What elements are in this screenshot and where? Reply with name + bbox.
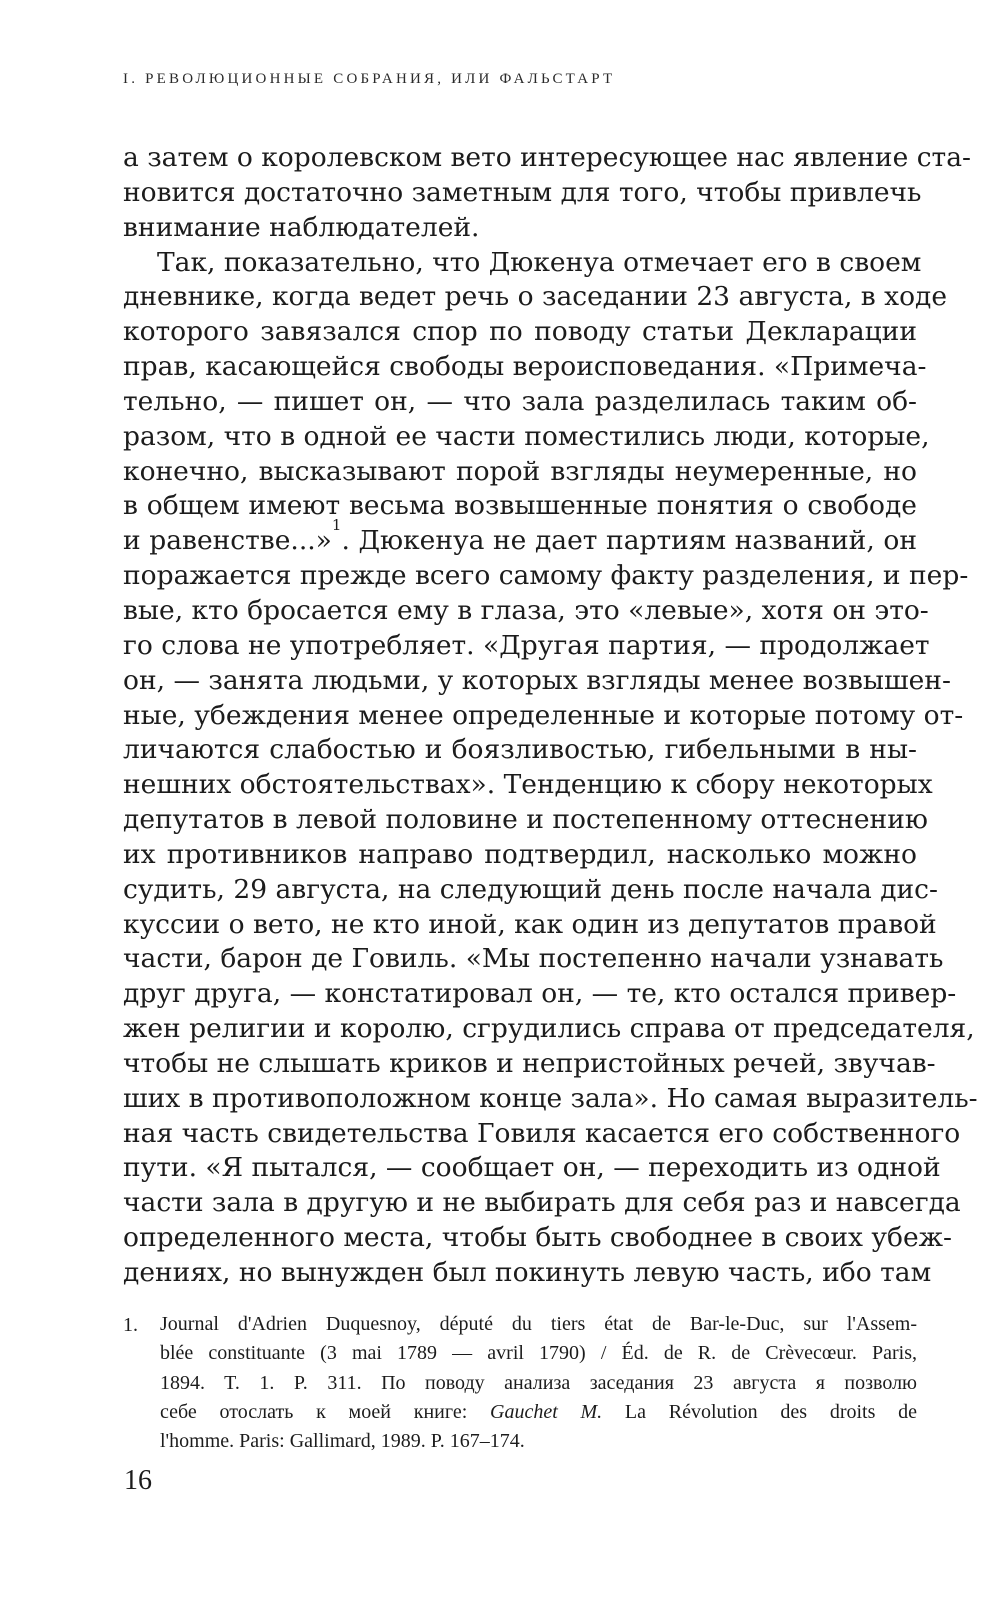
- footnote-marker: 1: [331, 516, 342, 535]
- body-line-part: и равенстве...»: [123, 525, 332, 557]
- body-line-with-footnote: [123, 516, 917, 559]
- running-head: I. РЕВОЛЮЦИОННЫЕ СОБРАНИЯ, ИЛИ ФАЛЬСТАРТ: [123, 71, 616, 87]
- body-line: судить, 29 августа, на следующий день после начала дис-: [123, 873, 938, 905]
- footnote-line-part: себе отослать к моей книге:: [160, 1400, 491, 1423]
- body-line: ная часть свидетельства Говиля касается его собственного: [123, 1117, 961, 1149]
- body-line-part: . Дюкенуа не дает партиям названий, он: [341, 525, 917, 557]
- footnote-author: Gauchet M.: [490, 1400, 603, 1423]
- page-number: 16: [124, 1465, 152, 1496]
- body-line: дневнике, когда ведет речь о заседании 23 августа, в ходе: [123, 281, 948, 313]
- body-line: поражается прежде всего самому факту разделения, и пер-: [123, 560, 969, 592]
- footnote-line: 1894. T. 1. P. 311. По поводу анализа заседания 23 августа я позволю: [160, 1371, 917, 1394]
- body-line: которого завязался спор по поводу статьи Декларации: [123, 316, 917, 348]
- body-line: го слова не употребляет. «Другая партия, — продолжает: [123, 629, 930, 661]
- body-line: ших в противоположном конце зала». Но самая выразитель-: [123, 1082, 978, 1114]
- footnote-line: Journal d'Adrien Duquesnoy, député du tiers état de Bar-le-Duc, sur l'Assem-: [160, 1313, 917, 1335]
- body-line: личаются слабостью и боязливостью, гибельными в ны-: [123, 734, 917, 766]
- body-line: жен религии и королю, сгрудились справа от председателя,: [123, 1013, 975, 1045]
- body-line: он, — занята людьми, у которых взгляды менее возвышен-: [123, 664, 951, 696]
- body-line: внимание наблюдателей.: [123, 211, 480, 243]
- footnote-line-part: La Révolution des droits de: [602, 1400, 917, 1423]
- body-line: депутатов в левой половине и постепенному оттеснению: [123, 804, 928, 836]
- body-line: конечно, высказывают порой взгляды неумеренные, но: [123, 455, 917, 487]
- body-line: вые, кто бросается ему в глаза, это «левые», хотя он это-: [123, 594, 929, 626]
- body-line: Так, показательно, что Дюкенуа отмечает его в своем: [157, 246, 922, 278]
- footnotes: [123, 1310, 917, 1456]
- footnote-text: [160, 1310, 917, 1456]
- body-line: нешних обстоятельствах». Тенденцию к сбору некоторых: [123, 769, 933, 801]
- footnote-line-with-author: [160, 1398, 917, 1427]
- body-line: новится достаточно заметным для того, чтобы привлечь: [123, 176, 922, 208]
- body-line: чтобы не слышать криков и непристойных речей, звучав-: [123, 1047, 936, 1079]
- footnote-number: 1.: [123, 1314, 138, 1336]
- body-line: в общем имеют весьма возвышенные понятия о свободе: [123, 490, 917, 522]
- body-line: части зала в другую и не выбирать для себя раз и навсегда: [123, 1187, 961, 1219]
- body-line: куссии о вето, не кто иной, как один из депутатов правой: [123, 908, 937, 940]
- body-line: разом, что в одной ее части поместились люди, которые,: [123, 420, 930, 452]
- body-line: ные, убеждения менее определенные и которые потому от-: [123, 699, 964, 731]
- body-line: тельно, — пишет он, — что зала разделилась таким об-: [123, 385, 917, 417]
- body-line: части, барон де Говиль. «Мы постепенно начали узнавать: [123, 943, 944, 975]
- body-line: друг друга, — констатировал он, — те, кто остался привер-: [123, 978, 957, 1010]
- body-line: их противников направо подтвердил, насколько можно: [123, 838, 917, 870]
- body-line: а затем о королевском вето интересующее нас явление ста-: [123, 142, 971, 173]
- footnote-line: blée constituante (3 mai 1789 — avril 1790) / Éd. de R. de Crèvecœur. Paris,: [160, 1342, 917, 1365]
- body-line: дениях, но вынужден был покинуть левую часть, ибо там: [123, 1257, 932, 1288]
- footnote-line: l'homme. Paris: Gallimard, 1989. P. 167–174.: [160, 1430, 525, 1453]
- body-text: [123, 141, 978, 1291]
- body-line: прав, касающейся свободы вероисповедания. «Примеча-: [123, 351, 927, 383]
- body-line: пути. «Я пытался, — сообщает он, — переходить из одной: [123, 1152, 941, 1184]
- body-line: определенного места, чтобы быть свободнее в своих убеж-: [123, 1222, 952, 1254]
